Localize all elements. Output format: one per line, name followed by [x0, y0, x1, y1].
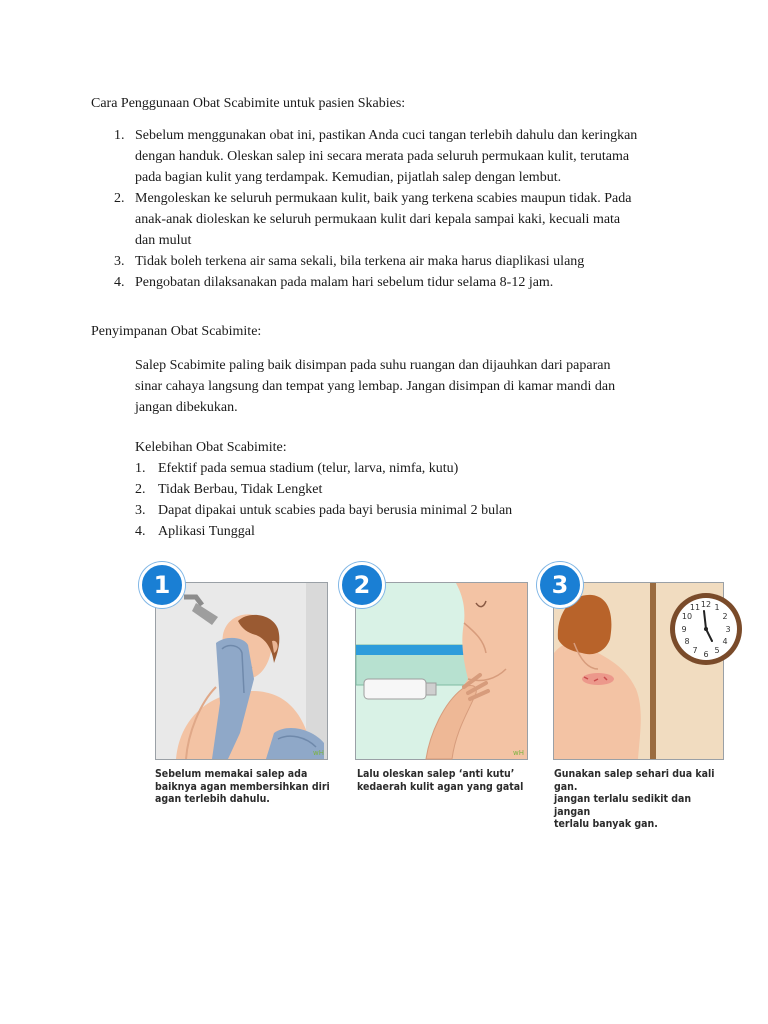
list-number: 2. — [114, 191, 125, 206]
list-item-line: pada bagian kulit yang terdampak. Kemudian, pijatlah salep dengan lembut. — [135, 170, 562, 185]
clock-number: 12 — [700, 600, 712, 609]
illustration-wash-panel — [155, 562, 330, 762]
clock-number: 3 — [725, 625, 731, 634]
list-number: 3. — [114, 254, 125, 269]
list-item — [135, 500, 675, 521]
list-item-text: Efektif pada semua stadium (telur, larva, nimfa, kutu) — [158, 461, 459, 476]
apply-caption — [357, 768, 532, 793]
step-badge: 1 — [139, 562, 185, 608]
caption-line: baiknya agan membersihkan diri — [155, 780, 330, 793]
usage-steps-list — [108, 125, 688, 293]
caption-line: agan terlebih dahulu. — [155, 793, 270, 805]
list-item — [135, 479, 675, 500]
list-number: 3. — [135, 503, 146, 518]
list-item — [108, 272, 688, 293]
list-item-text: Aplikasi Tunggal — [158, 524, 255, 539]
list-item-line: dan mulut — [135, 233, 192, 248]
usage-heading: Cara Penggunaan Obat Scabimite untuk pasien Skabies: — [91, 96, 406, 111]
list-item-line: anak-anak dioleskan ke seluruh permukaan kulit dari kepala sampai kaki, kecuali mata — [135, 212, 621, 227]
clock-number: 11 — [689, 603, 701, 612]
clock-number: 2 — [722, 612, 728, 621]
list-item-text: Dapat dipakai untuk scabies pada bayi berusia minimal 2 bulan — [158, 503, 513, 518]
illustration-apply-panel — [355, 562, 530, 762]
step-badge: 3 — [537, 562, 583, 608]
clock-number: 9 — [681, 625, 687, 634]
storage-line: jangan dibekukan. — [135, 400, 238, 415]
caption-line: terlalu banyak gan. — [554, 818, 658, 830]
advantages-list — [135, 458, 675, 542]
caption-line: jangan terlalu sedikit dan jangan — [554, 793, 692, 818]
list-item — [108, 188, 688, 251]
caption-line: kedaerah kulit agan yang gatal — [357, 780, 524, 793]
list-number: 4. — [135, 524, 146, 539]
list-item — [135, 458, 675, 479]
clock-caption — [554, 768, 725, 831]
list-number: 1. — [114, 128, 125, 143]
list-item — [108, 251, 688, 272]
wash-illustration — [155, 582, 328, 760]
clock-number: 6 — [703, 650, 709, 659]
clock-illustration — [553, 582, 731, 760]
storage-line: sinar cahaya langsung dan tempat yang lembap. Jangan disimpan di kamar mandi dan — [135, 379, 616, 394]
storage-heading: Penyimpanan Obat Scabimite: — [91, 324, 262, 339]
caption-line: Gunakan salep sehari dua kali gan. — [554, 768, 715, 793]
wash-caption — [155, 768, 330, 806]
list-item-line: Pengobatan dilaksanakan pada malam hari sebelum tidur selama 8-12 jam. — [135, 275, 554, 290]
list-item — [135, 521, 675, 542]
list-item-line: Sebelum menggunakan obat ini, pastikan Anda cuci tangan terlebih dahulu dan keringkan — [135, 128, 638, 143]
list-number: 4. — [114, 275, 125, 290]
wall-clock — [670, 593, 742, 665]
list-item-line: Tidak boleh terkena air sama sekali, bila terkena air maka harus diaplikasi ulang — [135, 254, 585, 269]
watermark: wH — [513, 749, 524, 757]
advantages-heading: Kelebihan Obat Scabimite: — [135, 440, 287, 455]
clock-number: 5 — [714, 646, 720, 655]
clock-number: 8 — [684, 637, 690, 646]
apply-illustration — [355, 582, 528, 760]
clock-number: 1 — [714, 603, 720, 612]
caption-line: Lalu oleskan salep ‘anti kutu’ — [357, 768, 515, 780]
list-item-line: dengan handuk. Oleskan salep ini secara merata pada seluruh permukaan kulit, terutama — [135, 149, 630, 164]
clock-number: 7 — [692, 646, 698, 655]
clock-number: 4 — [722, 637, 728, 646]
step-badge: 2 — [339, 562, 385, 608]
clock-number: 10 — [681, 612, 693, 621]
list-number: 2. — [135, 482, 146, 497]
illustration-clock-panel — [551, 562, 731, 762]
caption-line: Sebelum memakai salep ada — [155, 768, 308, 780]
list-number: 1. — [135, 461, 146, 476]
watermark: wH — [313, 749, 324, 757]
storage-paragraph — [135, 355, 675, 418]
storage-line: Salep Scabimite paling baik disimpan pada suhu ruangan dan dijauhkan dari paparan — [135, 358, 611, 373]
list-item — [108, 125, 688, 188]
list-item-text: Tidak Berbau, Tidak Lengket — [158, 482, 323, 497]
list-item-line: Mengoleskan ke seluruh permukaan kulit, baik yang terkena scabies maupun tidak. Pada — [135, 191, 632, 206]
